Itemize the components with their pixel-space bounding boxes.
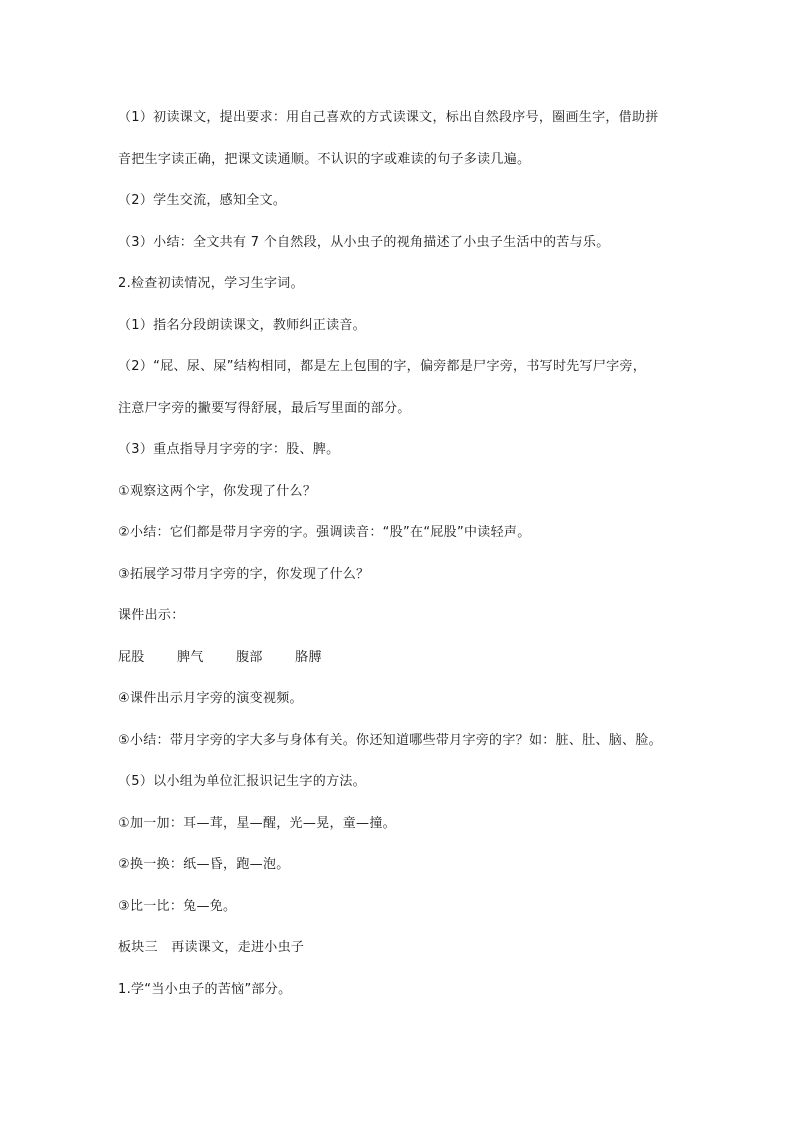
- paragraph-line: ③拓展学习带月字旁的字，你发现了什么？: [118, 567, 370, 582]
- paragraph-line: 音把生字读正确，把课文读通顺。不认识的字或难读的句子多读几遍。: [118, 152, 531, 167]
- word-item: 腹部: [236, 650, 263, 665]
- word-item: 屁股: [118, 650, 145, 665]
- section-heading: 1.学“当小虫子的苦恼”部分。: [118, 982, 292, 997]
- paragraph-line: ②小结：它们都是带月字旁的字。强调读音：“股”在“屁股”中读轻声。: [118, 525, 531, 540]
- word-item: 胳膊: [295, 650, 322, 665]
- paragraph-line: 课件出示：: [118, 608, 185, 623]
- section-heading: 板块三 再读课文，走进小虫子: [118, 940, 305, 955]
- paragraph-line: （5）以小组为单位汇报识记生字的方法。: [118, 774, 366, 789]
- word-item: 脾气: [177, 650, 204, 665]
- paragraph-line: （1）指名分段朗读课文，教师纠正读音。: [118, 318, 366, 333]
- word-list: [118, 649, 350, 667]
- paragraph-line: ①加一加：耳—茸，星—醒，光—晃，童—撞。: [118, 816, 396, 831]
- paragraph-line: ②换一换：纸—昏，跑—泡。: [118, 857, 290, 872]
- paragraph-line: ④课件出示月字旁的演变视频。: [118, 691, 303, 706]
- paragraph-line: ⑤小结：带月字旁的字大多与身体有关。你还知道哪些带月字旁的字？如：脏、肚、脑、脸。: [118, 733, 662, 748]
- paragraph-line: （2）“屁、尿、屎”结构相同，都是左上包围的字，偏旁都是尸字旁，书写时先写尸字旁，: [118, 359, 647, 374]
- paragraph-line: （1）初读课文，提出要求：用自己喜欢的方式读课文，标出自然段序号，圈画生字，借助拼: [118, 110, 659, 125]
- paragraph-line: （3）重点指导月字旁的字：股、脾。: [118, 442, 340, 457]
- paragraph-line: ①观察这两个字，你发现了什么？: [118, 484, 317, 499]
- paragraph-line: （2）学生交流，感知全文。: [118, 193, 287, 208]
- paragraph-line: （3）小结：全文共有 7 个自然段，从小虫子的视角描述了小虫子生活中的苦与乐。: [118, 235, 610, 250]
- section-heading: 2.检查初读情况，学习生字词。: [118, 276, 304, 291]
- paragraph-line: ③比一比：兔—免。: [118, 899, 237, 914]
- paragraph-line: 注意尸字旁的撇要写得舒展，最后写里面的部分。: [118, 401, 411, 416]
